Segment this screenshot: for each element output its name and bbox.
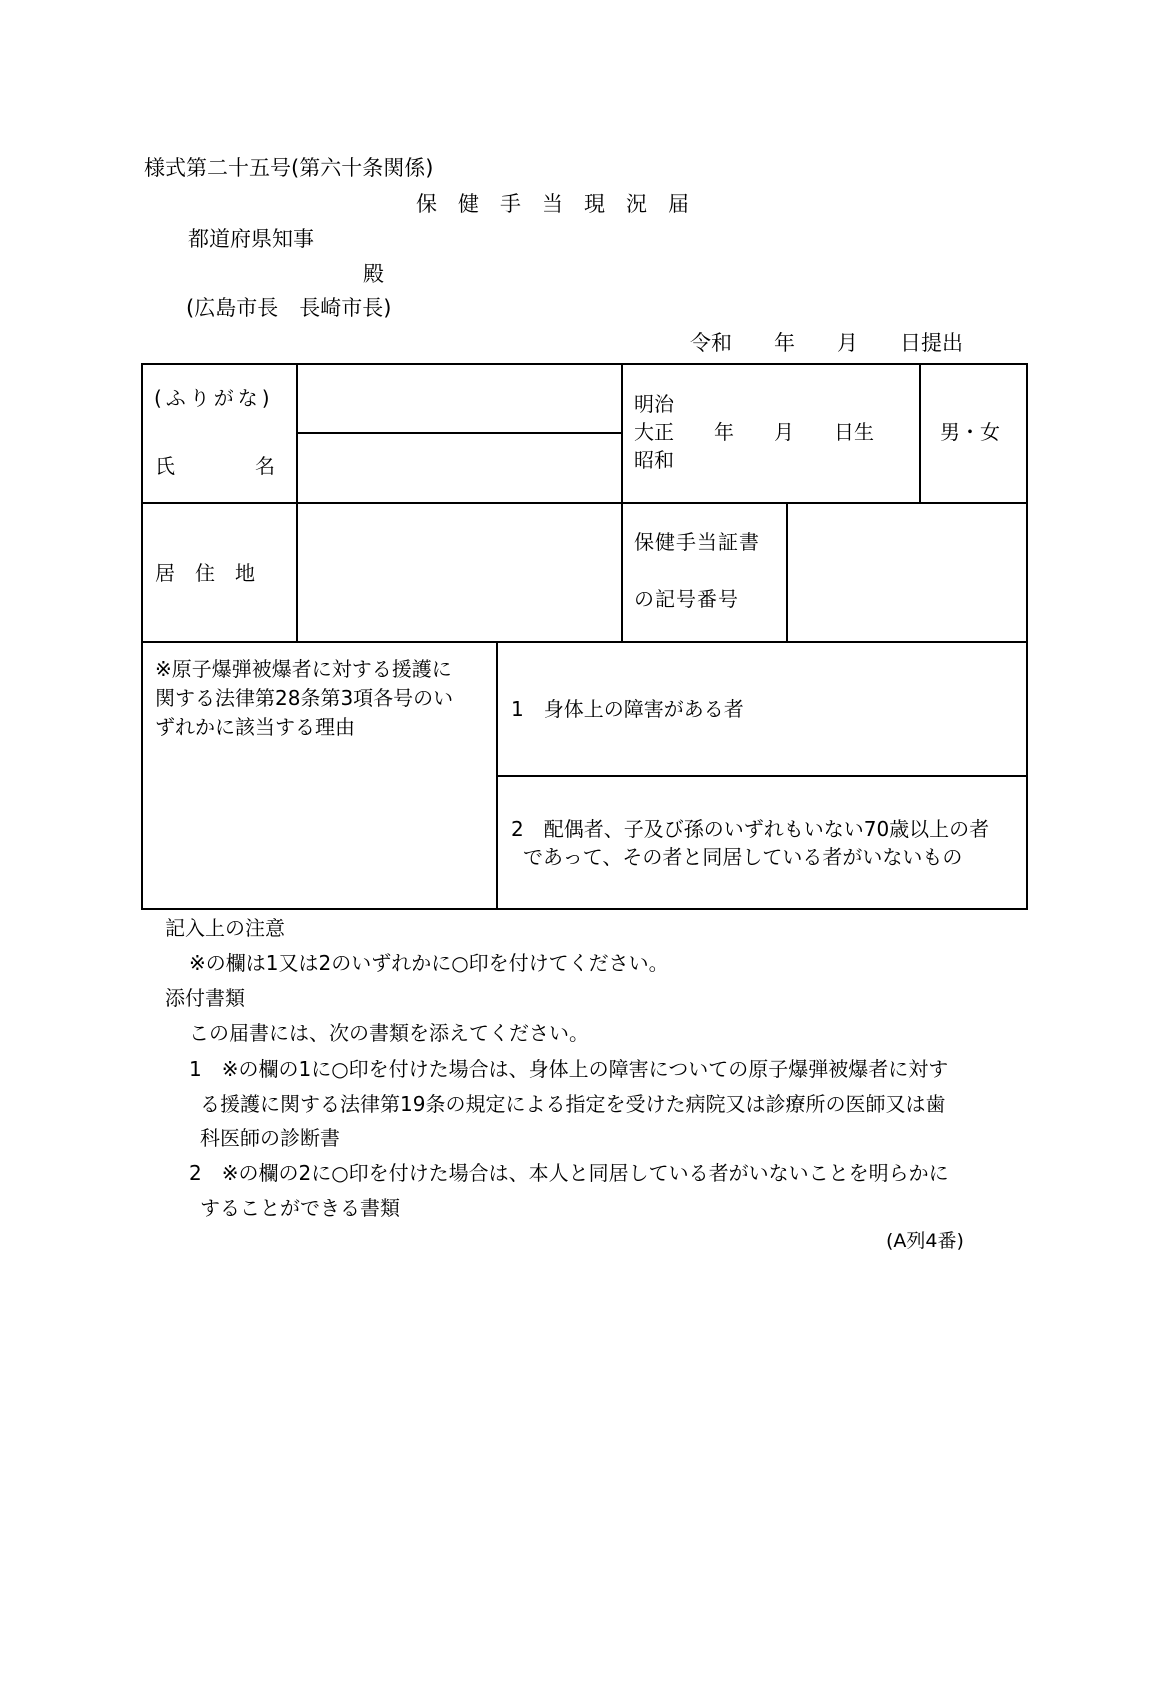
table-divider <box>296 432 621 434</box>
attachment-item-1: 科医師の診断書 <box>200 1126 340 1150</box>
table-border <box>141 908 1028 910</box>
furigana-field[interactable] <box>300 368 618 430</box>
table-divider <box>496 641 498 909</box>
reason-label: ※原子爆弾被爆者に対する援護に <box>155 657 452 681</box>
table-divider <box>141 641 1028 643</box>
table-divider <box>141 502 1028 504</box>
attachment-item-1: る援護に関する法律第19条の規定による指定を受けた病院又は診療所の医師又は歯 <box>200 1092 946 1116</box>
attachments-intro: この届書には、次の書類を添えてください。 <box>189 1021 589 1045</box>
reason-option-2[interactable]: 2 配偶者、子及び孫のいずれもいない70歳以上の者 <box>511 817 990 841</box>
era-meiji: 明治 <box>634 392 674 416</box>
birth-date: 大正 年 月 日生 <box>634 420 874 444</box>
table-border <box>141 363 143 909</box>
honorific: 殿 <box>363 262 384 286</box>
addressee-mayors: (広島市長 長崎市長) <box>186 296 392 320</box>
era-showa: 昭和 <box>634 448 674 472</box>
reason-label: 関する法律第28条第3項各号のい <box>155 686 454 710</box>
entry-notes-heading: 記入上の注意 <box>165 916 285 940</box>
table-border <box>1026 363 1028 909</box>
table-divider <box>296 363 298 641</box>
form-number: 様式第二十五号(第六十条関係) <box>144 156 434 180</box>
attachment-item-2: 2 ※の欄の2に○印を付けた場合は、本人と同居している者がいないことを明らかに <box>189 1161 949 1185</box>
furigana-label: (ふりがな) <box>154 386 274 410</box>
certificate-label: 保健手当証書 <box>634 530 760 554</box>
name-field[interactable] <box>300 436 618 498</box>
residence-label: 居 住 地 <box>155 561 255 585</box>
residence-field[interactable] <box>300 506 618 638</box>
attachments-heading: 添付書類 <box>165 986 245 1010</box>
certificate-label: の記号番号 <box>634 587 739 611</box>
addressee-governor: 都道府県知事 <box>188 227 314 251</box>
reason-option-1[interactable]: 1 身体上の障害がある者 <box>511 697 744 721</box>
table-divider <box>621 363 623 641</box>
table-divider <box>786 502 788 641</box>
paper-size: (A列4番) <box>886 1230 964 1252</box>
entry-note: ※の欄は1又は2のいずれかに○印を付けてください。 <box>189 951 669 975</box>
table-divider <box>919 363 921 502</box>
submission-date: 令和 年 月 日提出 <box>690 331 963 355</box>
name-label: 氏 名 <box>155 454 275 478</box>
certificate-number-field[interactable] <box>790 506 1023 638</box>
reason-option-2-cont: であって、その者と同居している者がいないもの <box>523 845 963 869</box>
sex-selector[interactable]: 男・女 <box>940 420 1000 444</box>
attachment-item-2: することができる書類 <box>200 1196 400 1220</box>
table-border <box>141 363 1028 365</box>
reason-label: ずれかに該当する理由 <box>155 715 355 739</box>
attachment-item-1: 1 ※の欄の1に○印を付けた場合は、身体上の障害についての原子爆弾被爆者に対す <box>189 1057 949 1081</box>
table-divider <box>496 775 1028 777</box>
page-title: 保 健 手 当 現 況 届 <box>416 192 689 216</box>
